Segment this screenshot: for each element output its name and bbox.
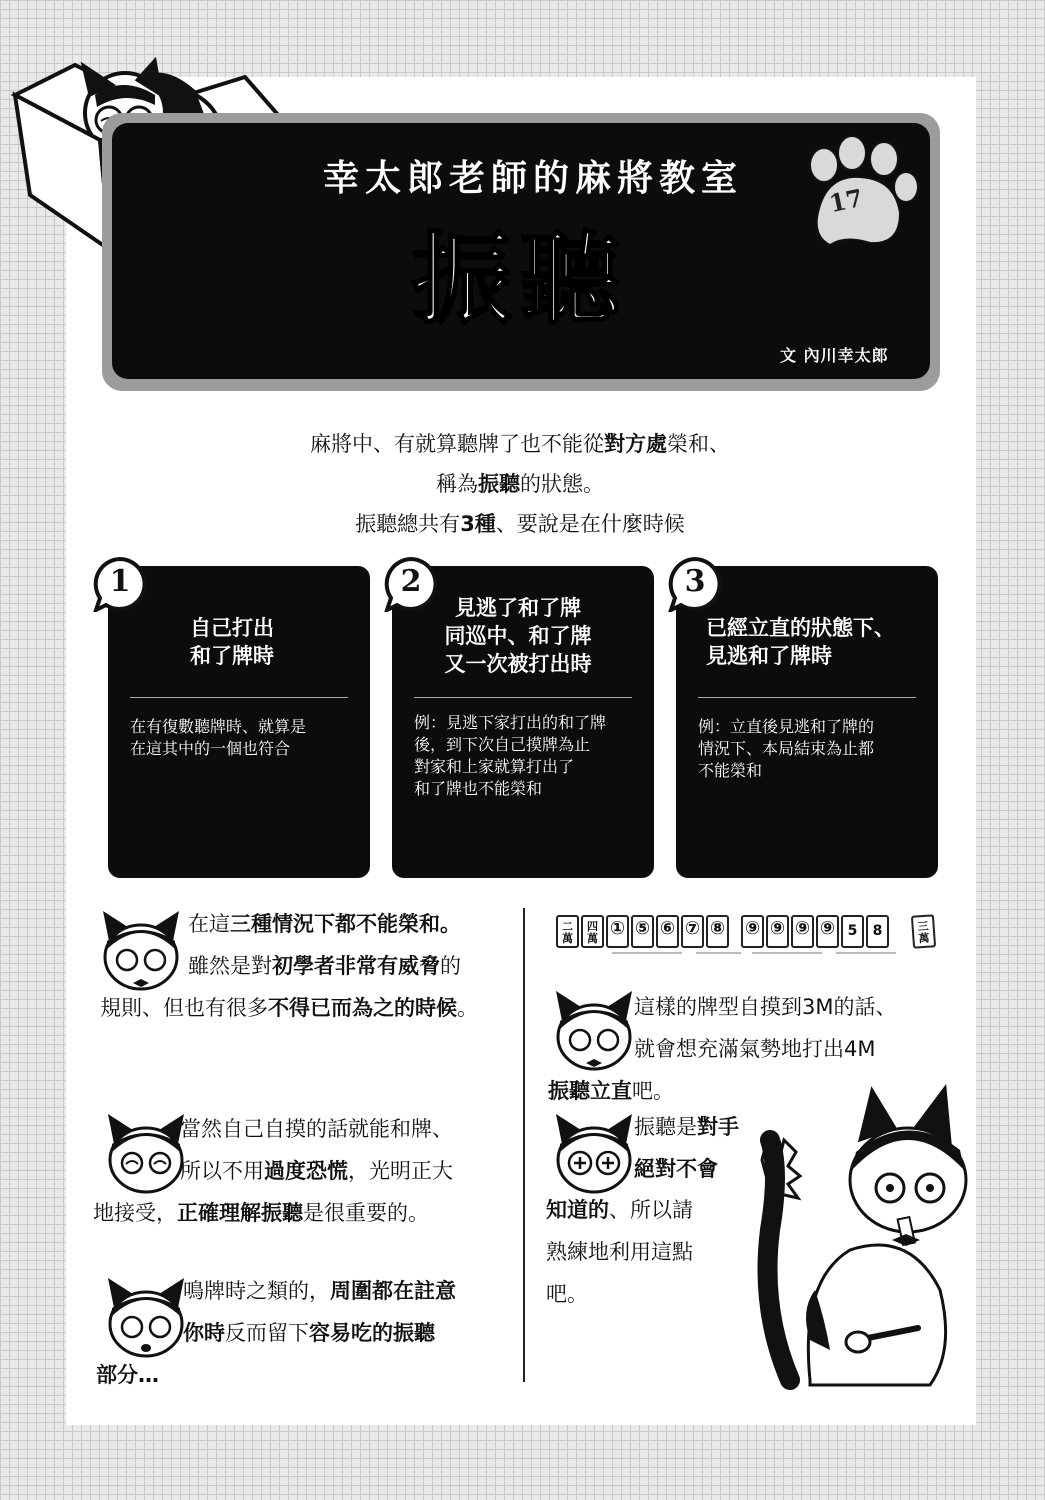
tile-label: ⑧: [709, 918, 726, 939]
left-paragraph-3b: [96, 1354, 396, 1396]
text-bold: 部分…: [96, 1363, 159, 1387]
tile-label: ⑨: [794, 918, 811, 939]
card-number: 3: [684, 564, 706, 599]
chapter-number: 17: [826, 182, 866, 219]
tile-group-mark: [752, 952, 822, 954]
card-divider: [130, 697, 348, 698]
case-card-2: [392, 566, 654, 878]
text-bold: 振聽立直: [548, 1079, 632, 1103]
left-paragraph-2b: [93, 1192, 518, 1234]
tile-label: ⑨: [744, 918, 761, 939]
text-bold: 正確理解振聽: [177, 1201, 303, 1225]
tile-label: 8: [872, 923, 883, 939]
intro-line1-b: 對方處: [604, 432, 667, 456]
text-span: 在這: [188, 912, 230, 936]
left-paragraph-1a: [188, 903, 518, 987]
intro-text: [200, 424, 840, 544]
intro-line2-c: 的狀態。: [520, 472, 604, 496]
tile-label: ⑤: [634, 918, 651, 939]
card-title: [190, 614, 274, 670]
mahjong-tile: [816, 915, 839, 948]
text-span: 地接受，: [93, 1201, 177, 1225]
text-span: 吧。: [546, 1282, 588, 1306]
mahjong-tile: [606, 915, 629, 948]
card-body-line: 在這其中的一個也符合: [130, 739, 291, 758]
mahjong-tile: [556, 915, 579, 948]
card-body: [414, 712, 640, 800]
text-bold: 容易吃的振聽: [309, 1321, 435, 1345]
mahjong-tile: [581, 915, 604, 948]
text-span: 振聽是: [634, 1115, 697, 1139]
text-span: 所以不用: [180, 1159, 264, 1183]
mahjong-tile: [791, 915, 814, 948]
card-title-line: 同巡中、和了牌: [444, 624, 592, 648]
mahjong-tile: [706, 915, 729, 948]
card-divider: [414, 697, 632, 698]
card-body-line: 對家和上家就算打出了: [414, 757, 575, 776]
text-span: 的: [440, 954, 461, 978]
cat-face-icon: [100, 1108, 192, 1200]
text-span: ，光明正大: [348, 1159, 453, 1183]
author-credit: 文 內川幸太郎: [780, 346, 889, 365]
card-body-line: 例：立直後見逃和了牌的: [698, 717, 875, 736]
mahjong-tile: [681, 915, 704, 948]
card-number: 1: [109, 564, 131, 599]
main-title: 振聽: [412, 221, 628, 338]
text-bold: 對手: [697, 1115, 739, 1139]
mahjong-tile: [631, 915, 654, 948]
text-span: 規則、但也有很多: [100, 996, 268, 1020]
tile-label: 四萬: [587, 920, 598, 945]
card-body-line: 不能榮和: [698, 761, 763, 780]
text-bold: 不得已而為之的時候: [268, 996, 457, 1020]
tile-label: ①: [609, 918, 626, 939]
intro-line1-c: 榮和、: [667, 432, 730, 456]
text-bold: 三種情況下都不能榮和。: [230, 912, 461, 936]
intro-line3-b: 3種: [460, 512, 496, 536]
cat-face-icon: [100, 1272, 192, 1364]
mahjong-tile: [866, 915, 889, 948]
cat-face-icon: [95, 905, 187, 997]
tile-group-mark: [612, 952, 682, 954]
drawn-mahjong-tile: [911, 914, 936, 949]
mahjong-tile: [741, 915, 764, 948]
tile-label: ⑥: [659, 918, 676, 939]
intro-line2-b: 振聽: [478, 472, 520, 496]
card-title-line: 又一次被打出時: [444, 652, 592, 676]
text-bold: 你時: [183, 1321, 225, 1345]
card-title-line: 和了牌時: [190, 644, 274, 668]
card-body-line: 後，到下次自己摸牌為止: [414, 735, 591, 754]
surprised-cat-illustration: [740, 1080, 970, 1400]
tile-label: 二萬: [562, 920, 573, 945]
card-number: 2: [400, 564, 422, 599]
card-body-line: 情況下、本局結束為止都: [698, 739, 875, 758]
card-body-line: 和了牌也不能榮和: [414, 779, 543, 798]
tile-label: ⑨: [769, 918, 786, 939]
left-paragraph-3a: [183, 1270, 523, 1354]
text-span: 吧。: [632, 1079, 674, 1103]
text-span: 鳴牌時之類的，: [183, 1279, 330, 1303]
card-body: [698, 716, 924, 782]
left-paragraph-2a: [180, 1108, 520, 1192]
right-paragraph-2b: [546, 1189, 746, 1315]
tile-group-mark: [696, 952, 741, 954]
tile-label: ⑦: [684, 918, 701, 939]
mahjong-tile: [841, 915, 864, 948]
mahjong-hand: [556, 915, 940, 960]
tile-label: 三萬: [917, 919, 930, 946]
text-span: 是很重要的。: [303, 1201, 429, 1225]
column-divider: [523, 908, 525, 1382]
tile-group-mark: [836, 952, 896, 954]
card-title-line: 已經立直的狀態下、: [706, 616, 895, 640]
text-span: 這樣的牌型自摸到3M的話、: [634, 995, 897, 1019]
card-title-line: 自己打出: [190, 616, 274, 640]
text-span: 就會想充滿氣勢地打出4M: [634, 1037, 876, 1061]
intro-line3-c: 、要說是在什麼時候: [495, 512, 685, 536]
tile-label: 5: [847, 923, 858, 939]
card-body-line: 在有復數聽牌時、就算是: [130, 717, 307, 736]
text-span: 熟練地利用這點: [546, 1240, 693, 1264]
cat-face-icon: [548, 1108, 640, 1200]
text-span: 當然自己自摸的話就能和牌、: [180, 1117, 453, 1141]
tile-label: ⑨: [819, 918, 836, 939]
case-card-3: [676, 566, 938, 878]
left-paragraph-1b: [100, 987, 525, 1029]
text-span: 反而留下: [225, 1321, 309, 1345]
card-title-line: 見逃和了牌時: [706, 644, 832, 668]
text-bold: 周圍都在註意: [330, 1279, 456, 1303]
card-title-line: 見逃了和了牌: [455, 596, 581, 620]
intro-line3-a: 振聽總共有: [355, 512, 461, 536]
cat-face-icon: [548, 985, 640, 1077]
text-bold: 過度恐慌: [264, 1159, 348, 1183]
right-paragraph-1a: [634, 986, 954, 1070]
text-bold: 初學者非常有威脅: [272, 954, 440, 978]
text-bold: 絕對不會: [634, 1157, 718, 1181]
card-body: [130, 716, 356, 760]
text-bold: 知道的: [546, 1198, 609, 1222]
series-title: 幸太郎老師的麻將教室: [322, 158, 743, 199]
intro-line1-a: 麻將中、有就算聽牌了也不能從: [310, 432, 604, 456]
mahjong-tile: [766, 915, 789, 948]
card-title: [418, 594, 618, 678]
card-body-line: 例：見逃下家打出的和了牌: [414, 713, 607, 732]
text-span: 。: [457, 996, 478, 1020]
mahjong-tile: [656, 915, 679, 948]
case-card-1: [108, 566, 370, 878]
card-divider: [698, 697, 916, 698]
text-span: 雖然是對: [188, 954, 272, 978]
card-title: [706, 614, 895, 670]
text-span: 、所以請: [609, 1198, 693, 1222]
intro-line2-a: 稱為: [436, 472, 478, 496]
